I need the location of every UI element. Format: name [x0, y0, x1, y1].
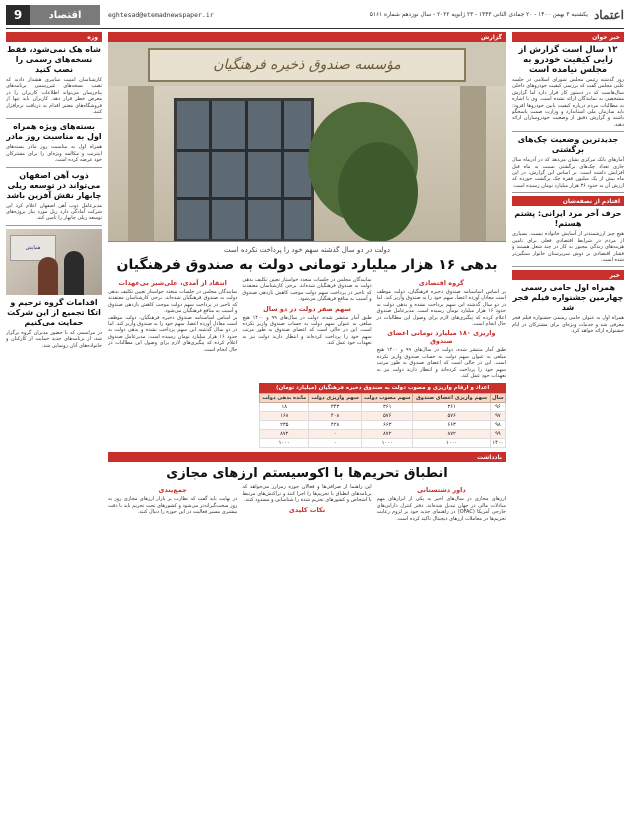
article-col-2	[242, 277, 371, 379]
right-tag-1: خبر خوان	[512, 32, 624, 42]
table-row	[260, 412, 506, 421]
table-cell: ۱۰۰۰	[260, 439, 309, 448]
right-story-1-body: روز گذشته رئیس مجلس شورای اسلامی در جلسه علنی مجلس گفت که بررسی کیفیت خودروهای داخلی سال‌هاست که در دستور کار قرار دارد اما گزارش مشخصی به نمایندگان ارائه نشده است. وی با اشاره به مطالبات مردم درباره کیفیت پایین خودروها افزود: باید سازمان ملی استاندارد و وزارت صمت پاسخگو باشند و گزارش دقیق از وضعیت خودروسازان ارائه دهند.	[512, 77, 624, 128]
table-row	[260, 421, 506, 430]
right-story-2-headline: جدیدترین وضعیت چک‌های برگشتی	[517, 135, 619, 155]
left-story-3-headline: ذوب آهن اصفهان می‌تواند در توسعه ریلی چابهار نقش آفرین باشد	[6, 170, 102, 200]
byline: گروه اقتصادی	[418, 279, 464, 287]
table-cell: ۸۷۲	[361, 430, 413, 439]
data-table	[259, 393, 506, 448]
table-cell: ۴۲۸	[309, 421, 362, 430]
table-header: سال	[492, 395, 504, 402]
table-cell: ۰	[309, 430, 362, 439]
divider	[6, 167, 102, 168]
article-col-1-body-2: طبق آمار منتشر شده، دولت در سال‌های ۹۹ و ۱۴۰۰ هیچ مبلغی به عنوان سهم دولت به حساب صندوق واریز نکرده است. این در حالی است که اعضای صندوق به طور مرتب سهم خود را پرداخت کرده‌اند و انتظار دارند دولت نیز به تعهدات خود عمل کند.	[376, 347, 506, 380]
table-cell: ۵۷۶	[361, 412, 413, 421]
left-story-4-headline: اقدامات گروه ترحیم و اتکا تجمیع از این شرکت حمایت می‌کنیم	[7, 297, 101, 327]
article-col-1-subhead: واریزی ۱۸۰ میلیارد تومانی اعضای صندوق	[387, 329, 496, 346]
article-col-1	[377, 277, 506, 379]
byline-2: داور دشتستانی	[416, 486, 466, 495]
event-photo	[6, 229, 102, 295]
building-photo	[108, 42, 506, 242]
table-cell: ۰	[309, 439, 362, 448]
table-row	[260, 430, 506, 439]
right-story-2-body: آمارهای بانک مرکزی نشان می‌دهد که در آذرماه سال جاری تعداد چک‌های برگشتی نسبت به ماه قبل افزایش داشته است. بر اساس این گزارش، در این ماه بیش از یک میلیون فقره چک برگشت خورده که ارزش آن به حدود ۳۶ هزار میلیارد تومان رسیده است.	[512, 157, 624, 189]
photo-tree	[338, 142, 418, 242]
section-email: eghtesad@etemadnewspaper.ir	[108, 11, 214, 19]
article-2-body-b: این راهنما از صرافی‌ها و فعالان حوزه رمزارز می‌خواهد که برنامه‌های انطباق با تحریم‌ها را اجرا کنند و تراکنش‌های مرتبط با اشخاص و کشورهای تحریم شده را شناسایی و مسدود کنند.	[242, 484, 372, 504]
left-story-4-body: در مراسمی که با حضور مدیران گروه برگزار شد، از برنامه‌های جدید حمایت از کارکنان و خانواده‌های آنان رونمایی شد.	[6, 329, 102, 349]
newspaper-logo: اعتماد	[593, 8, 624, 22]
right-tag-3: خبر	[512, 270, 624, 280]
article-columns	[108, 277, 506, 379]
table-header: سهم واریزی دولت	[309, 394, 362, 403]
right-story-4-body: همراه اول به عنوان حامی رسمی جشنواره فیلم فجر معرفی شد و خدمات ویژه‌ای برای مشترکان در ایام جشنواره ارائه خواهد کرد.	[512, 315, 624, 335]
main-tag: گزارش	[108, 32, 506, 42]
headline: بدهی ۱۶ هزار میلیارد تومانی دولت به صندوق فرهنگیان	[116, 257, 498, 273]
article-2-subhead-1: جمع‌بندی	[158, 486, 187, 495]
table-header: مانده بدهی دولت	[260, 394, 309, 403]
right-story-3-headline: حرف آخر مرد ایرانی: پشتم هستم!	[514, 209, 622, 229]
article-col-2-body: نمایندگان مجلس در جلسات متعدد خواستار تعیین تکلیف بدهی دولت به صندوق فرهنگیان شده‌اند. برخی کارشناسان معتقدند که تاخیر در پرداخت سهم دولت موجب کاهش بازدهی صندوق و آسیب به منافع فرهنگیان می‌شود.	[242, 277, 372, 303]
main-tag-2: بادداشت	[108, 452, 506, 462]
right-column	[512, 32, 624, 814]
left-story-2-body: همراه اول به مناسبت روز مادر بسته‌های اینترنت و مکالمه ویژه‌ای را برای مشترکان خود عرضه کرده است.	[6, 144, 102, 164]
table-cell: ۴۰۸	[309, 412, 362, 421]
table-header: سهم مصوب دولت	[361, 394, 413, 403]
divider	[512, 131, 624, 132]
main-column	[108, 32, 506, 814]
left-story-1-headline: شاه هک نمی‌شود، فقط نسخه‌های رسمی را نصب کنید	[7, 45, 101, 74]
photo-person	[64, 251, 84, 295]
article-col-3-body: نمایندگان مجلس در جلسات متعدد خواستار تعیین تکلیف بدهی دولت به صندوق فرهنگیان شده‌اند. برخی کارشناسان معتقدند که تاخیر در پرداخت سهم دولت موجب کاهش بازدهی صندوق و آسیب به منافع فرهنگیان می‌شود.	[108, 289, 238, 315]
divider	[6, 118, 102, 119]
photo-pillar	[128, 86, 154, 241]
right-story-1-headline: ۱۲ سال است گزارش از زایی کیفیت خودرو به مجلس نیامده است	[518, 45, 618, 75]
section-name: اقتصاد	[30, 5, 100, 25]
table-cell: ۳۶۱	[361, 403, 413, 412]
table-cell: ۲۳۵	[260, 421, 309, 430]
subheadline: دولت در دو سال گذشته سهم خود را پرداخت نکرده است	[224, 246, 390, 254]
article-col-3-body-2: بر اساس اساسنامه صندوق ذخیره فرهنگیان، دولت موظف است معادل آورده اعضا، سهم خود را به صندوق واریز کند. اما در دو سال گذشته این سهم پرداخت نشده و بدهی دولت به حدود ۱۶ هزار میلیارد تومان رسیده است. مدیرعامل صندوق اعلام کرده که پیگیری‌های لازم برای وصول این مطالبات در حال انجام است.	[108, 314, 238, 353]
table-cell: ۶۶۳	[361, 421, 413, 430]
page-label	[6, 5, 214, 25]
article-col-3-subhead: انتقاد از آمدی، علی‌شیر بی‌عهدات	[118, 279, 227, 287]
dateline: یکشنبه ۳ بهمن ۱۴۰۰ - ۲۰ جمادی الثانی ۱۴۴۳ - ۲۳ ژانویه ۲۰۲۲ - سال نوزدهم شماره ۵۱۶۱	[369, 12, 588, 18]
table-cell: ۱۶۸	[260, 412, 309, 421]
masthead	[6, 4, 624, 26]
right-tag-2: افتادم از نصفه‌شان	[512, 196, 624, 206]
table-cell: ۶۶۳	[413, 421, 490, 430]
right-story-3-body: هیچ چیز ارزشمندتر از آسایش خانواده نیست. بسیاری از مردم در شرایط اقتصادی فعلی برای تامین هزینه‌های زندگی مجبور به کار در چند شغل هستند و فشار اقتصادی بر دوش سرپرستان خانوار سنگین‌تر شده است.	[512, 231, 624, 263]
article-2-subhead-2: نکات کلیدی	[288, 505, 326, 514]
article-2-col-2	[242, 484, 371, 522]
left-story-2-headline: بسته‌های ویژه همراه اول به مناسبت روز مادر	[6, 122, 102, 142]
table-cell: ۸۷۲	[260, 430, 309, 439]
table-header: سهم واریزی اعضای صندوق	[413, 394, 490, 403]
photo-person	[38, 257, 58, 295]
table-cell: ۳۶۱	[413, 403, 490, 412]
left-tag-1: وزه	[6, 32, 102, 42]
divider	[6, 225, 102, 226]
article-2-columns	[108, 484, 506, 522]
table-cell: ۸۷۲	[413, 430, 490, 439]
table-header-row	[260, 394, 506, 403]
table-cell: ۳۴۳	[309, 403, 362, 412]
table-cell: ۹۷	[490, 412, 505, 421]
table-cell: ۵۷۶	[413, 412, 490, 421]
article-col-1-body: بر اساس اساسنامه صندوق ذخیره فرهنگیان، دولت موظف است معادل آورده اعضا، سهم خود را به صندوق واریز کند. اما در دو سال گذشته این سهم پرداخت نشده و بدهی دولت به حدود ۱۶ هزار میلیارد تومان رسیده است. مدیرعامل صندوق اعلام کرده که پیگیری‌های لازم برای وصول این مطالبات در حال انجام است.	[376, 289, 506, 328]
table-row	[260, 439, 506, 448]
photo-pillar	[460, 86, 486, 241]
table-cell: ۱۰۰۰	[361, 439, 413, 448]
divider	[512, 192, 624, 193]
photo-sign: مؤسسه صندوق ذخیره فرهنگیان	[148, 48, 466, 82]
header-rule	[6, 28, 624, 29]
article-2-col-1	[377, 484, 506, 522]
window-bar	[209, 101, 212, 239]
article-2-body-c: در نهایت باید گفت که نظارت بر بازار ارزهای مجازی روز به روز سخت‌گیرانه‌تر می‌شود و کشورهای تحت تحریم باید با دقت بیشتری مسیر فعالیت در این حوزه را دنبال کنند.	[108, 496, 238, 516]
data-table-block	[259, 383, 506, 448]
table-cell: ۱۴۰۰	[490, 439, 505, 448]
article-col-2-subhead: سهم صفر دولت در دو سال	[263, 304, 351, 313]
window-bar	[245, 101, 248, 239]
window-bar	[177, 149, 311, 152]
article-col-2-body-2: طبق آمار منتشر شده، دولت در سال‌های ۹۹ و ۱۴۰۰ هیچ مبلغی به عنوان سهم دولت به حساب صندوق واریز نکرده است. این در حالی است که اعضای صندوق به طور مرتب سهم خود را پرداخت کرده‌اند و انتظار دارند دولت نیز به تعهدات خود عمل کند.	[242, 314, 372, 347]
article-2-col-3	[108, 484, 237, 522]
table-row	[260, 403, 506, 412]
left-story-3-body: مدیرعامل ذوب آهن اصفهان اعلام کرد این شرکت آمادگی دارد ریل مورد نیاز پروژه‌های توسعه ریلی چابهار را تامین کند.	[6, 202, 102, 222]
page-number: 9	[6, 5, 30, 25]
divider	[512, 266, 624, 267]
left-story-1-body: کارشناسان امنیت سایبری هشدار دادند که نصب نسخه‌های غیررسمی برنامه‌های پیام‌رسان می‌تواند اطلاعات کاربران را در معرض خطر قرار دهد. کاربران باید تنها از فروشگاه‌های معتبر اقدام به دریافت نرم‌افزار کنند.	[6, 77, 102, 116]
table-cell: ۹۹	[490, 430, 505, 439]
left-column	[6, 32, 102, 814]
window-bar	[177, 197, 311, 200]
headline-2: انطباق تحریم‌ها با اکوسیستم ارزهای مجازی	[166, 466, 448, 482]
right-story-4-headline: همراه اول حامی رسمی چهارمین جشنواره فیلم فجر شد	[512, 283, 624, 313]
event-banner: همایش	[10, 235, 56, 261]
window-bar	[281, 101, 284, 239]
table-cell: ۱۸	[260, 403, 309, 412]
table-cell: ۱۰۰۰	[413, 439, 490, 448]
table-title: اعداد و ارقام واریزی و مصوب دولت به صندوق ذخیره فرهنگیان (میلیارد تومان)	[259, 383, 506, 393]
article-2-body-a: ارزهای مجازی در سال‌های اخیر به یکی از ابزارهای مهم مبادلات مالی در جهان تبدیل شده‌اند. دفتر کنترل دارایی‌های خارجی آمریکا (OFAC) در راهنمای جدید خود بر لزوم رعایت تحریم‌ها در معاملات ارزهای دیجیتال تاکید کرده است.	[376, 496, 506, 522]
table-cell: ۹۸	[490, 421, 505, 430]
table-cell: ۹۶	[490, 403, 505, 412]
article-col-3	[108, 277, 237, 379]
photo-window	[174, 98, 314, 242]
